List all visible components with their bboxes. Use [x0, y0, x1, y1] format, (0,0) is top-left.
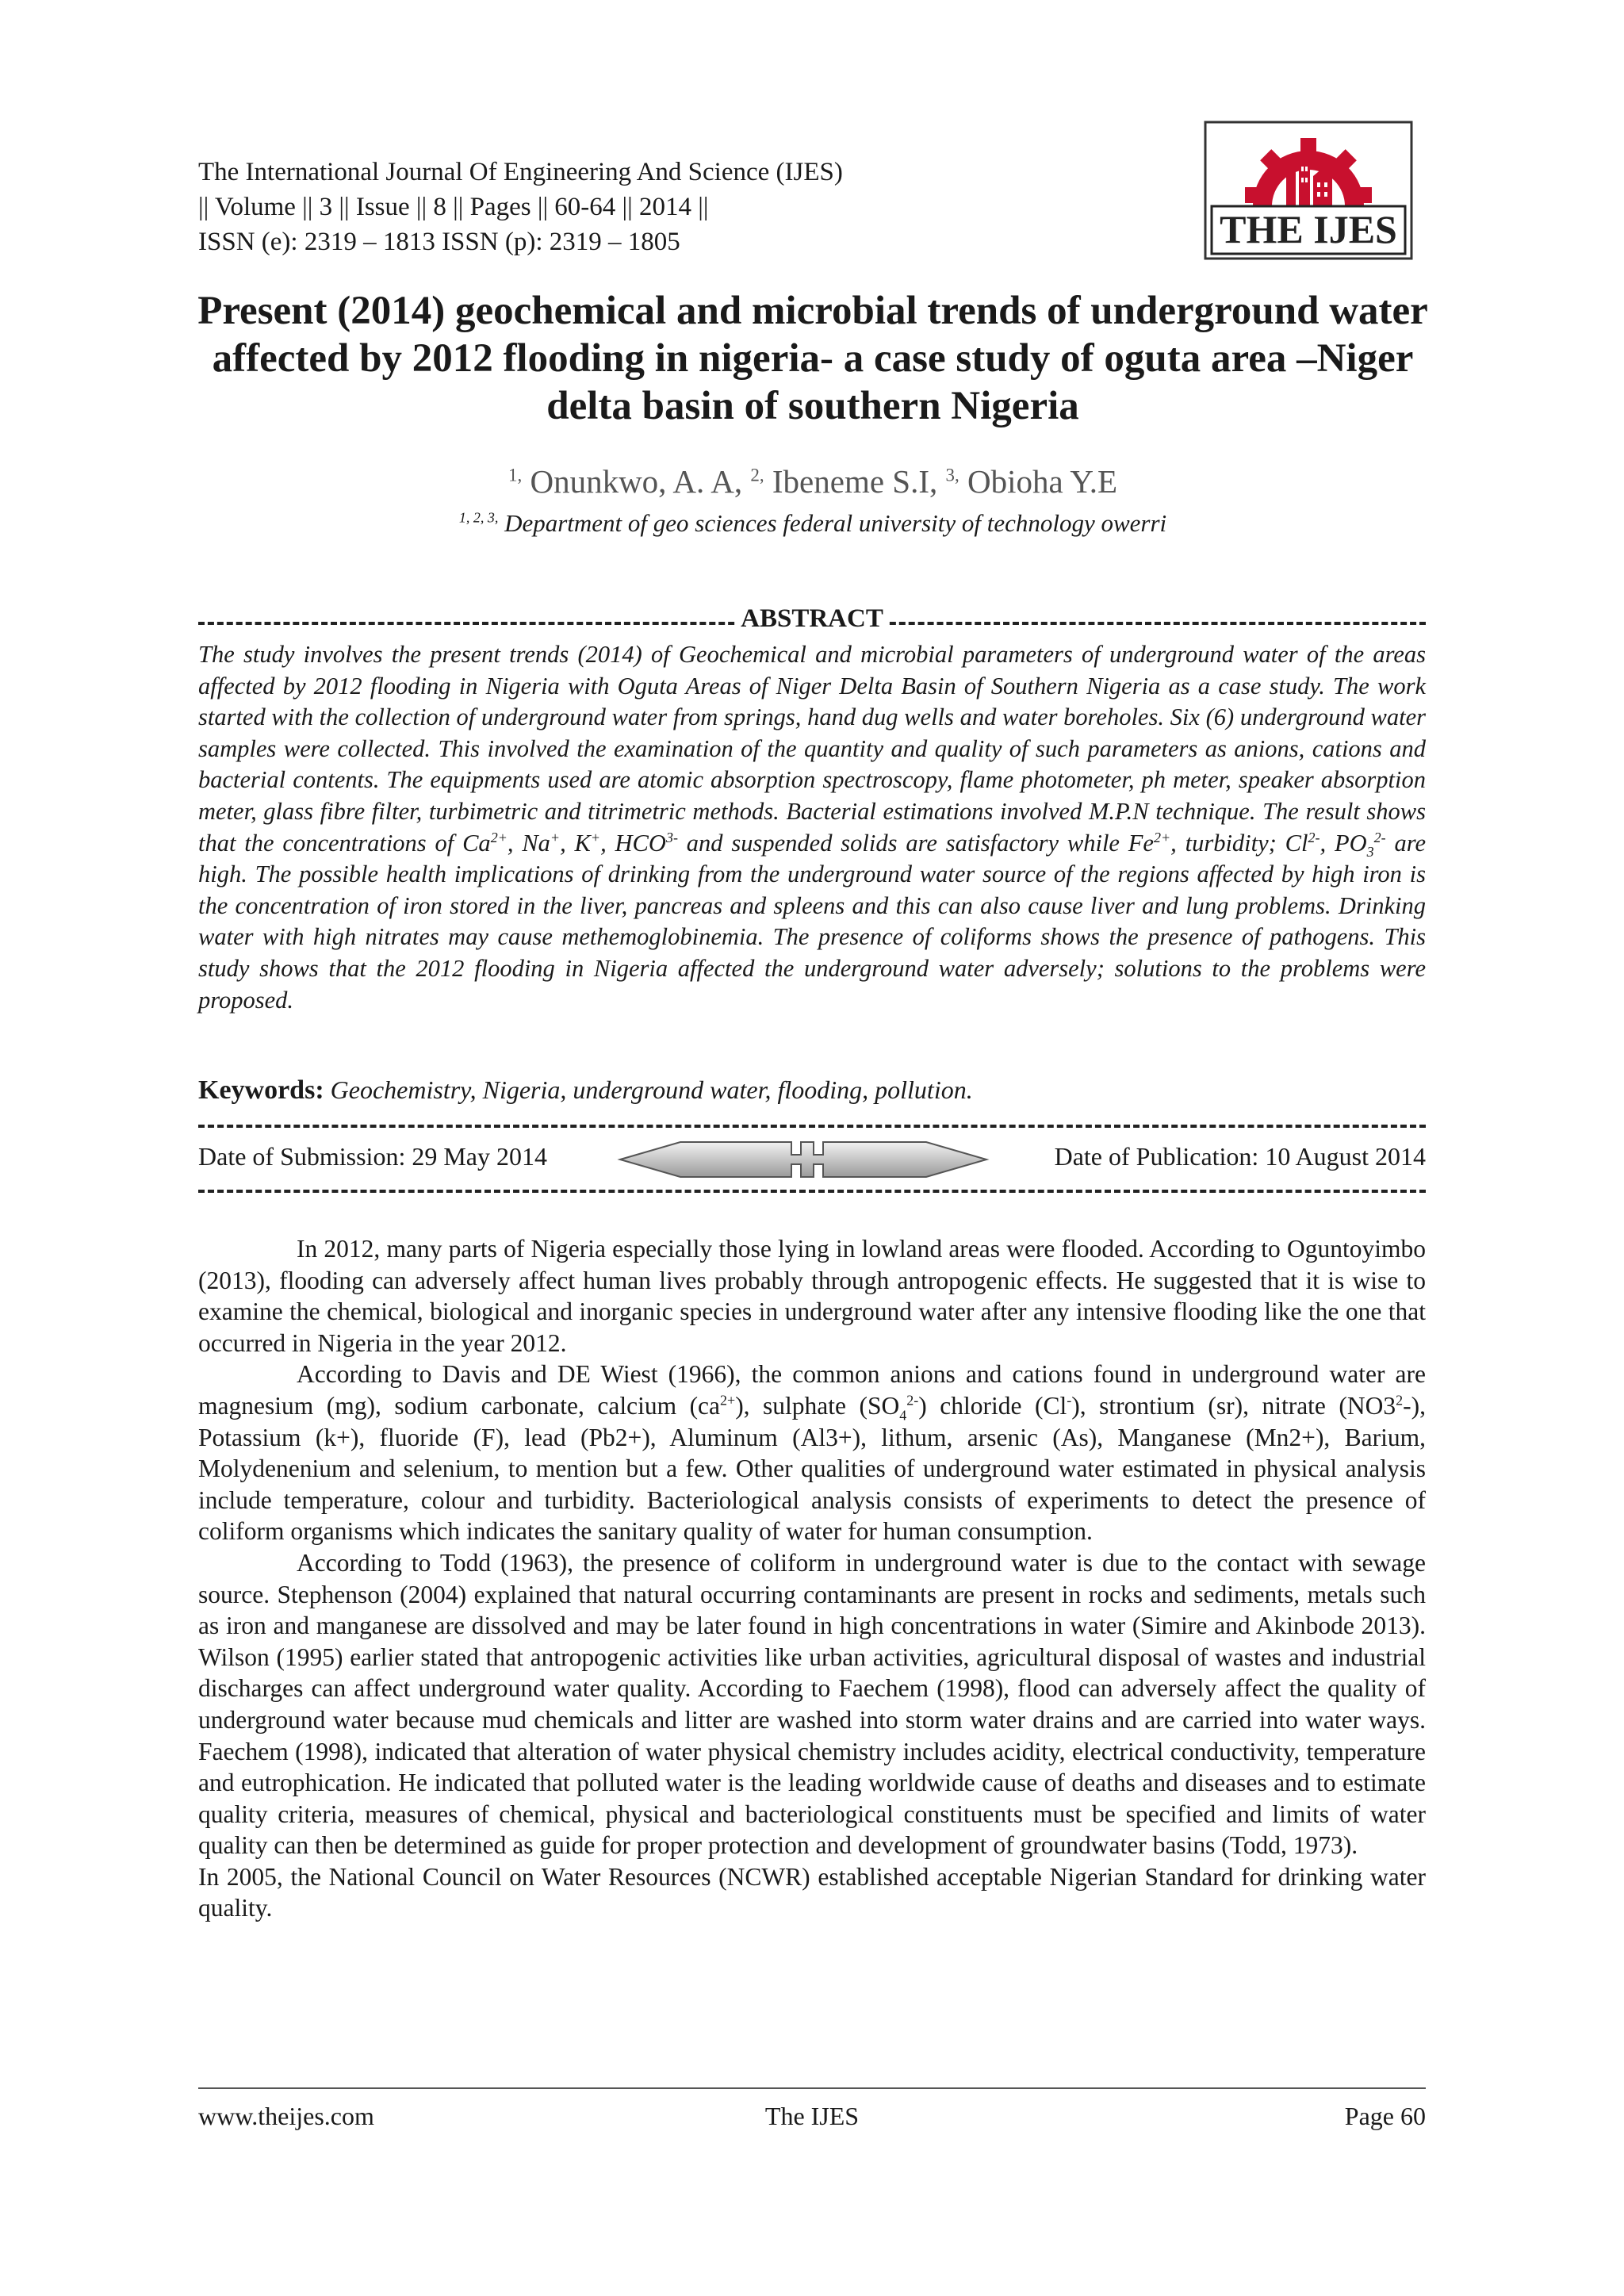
ijes-logo — [1204, 121, 1413, 260]
paragraph-3: According to Todd (1963), the presence of coliform in underground water is due to the contact with sewage source. Stephenson (2004) explained that natural occurring contaminants are present in rocks and sediments, metals such as iron and manganese are dissolved and may be later found in high concentrations in water (Simire and Akinbode 2013). Wilson (1995) earlier stated that antropogenic activities like urban activities, agricultural disposal of wastes and industrial discharges can affect underground water quality. According to Faechem (1998), flood can adversely affect the quality of underground water because mud chemicals and litter are washed into storm water drains and are carried into water ways. Faechem (1998), indicated that alteration of water physical chemistry includes acidity, electrical conductivity, temperature and eutrophication. He indicated that polluted water is the leading worldwide cause of deaths and diseases and to estimate quality criteria, measures of chemical, physical and bacteriological constituents must be specified and limits of water quality can then be determined as guide for proper protection and development of groundwater basins (Todd, 1973). — [198, 1548, 1426, 1860]
journal-header — [198, 155, 1150, 259]
volume-line: || Volume || 3 || Issue || 8 || Pages || 60-64 || 2014 || — [198, 193, 709, 221]
affiliation-text: Department of geo sciences federal university of technology owerri — [504, 509, 1167, 537]
paragraph-1: In 2012, many parts of Nigeria especially those lying in lowland areas were flooded. According to Oguntoyimbo (2013), flooding can adversely affect human lives probably through antropogenic effects. He suggested that it is wise to examine the chemical, biological and inorganic species in underground water after any intensive flooding like the one that occurred in Nigeria in the year 2012. — [198, 1235, 1426, 1357]
affiliation — [182, 509, 1443, 538]
author-2-index: 2, — [750, 465, 764, 485]
abstract-text: The study involves the present trends (2014) of Geochemical and microbial parameters of underground water of the areas affected by 2012 flooding in Nigeria with Oguta Areas of Niger Delta Basin of Southern Nigeria as a case study. The work started with the collection of underground water from springs, hand dug wells and water boreholes. Six (6) underground water samples were collected. This involved the examination of the quantity and quality of such parameters as anions, cations and bacterial contents. The equipments used are atomic absorption spectroscopy, flame photometer, ph meter, speaker absorption meter, glass fibre filter, turbimetric and titrimetric methods. Bacterial estimations involved M.P.N technique. The result shows that the concentrations of $Ca^{2+}$, Na+, K+, $HCO^{3-}$ and suspended solids are satisfactory while $Fe^{2+}$, turbidity; $Cl^{2-}$, $PO_3^{2-}$ are high. The possible health implications of drinking from the underground water source of the regions affected by high iron is the concentration of iron stored in the liver, pancreas and spleens and this can also cause liver and lung problems. Drinking water with high nitrates may cause methemoglobinemia. The presence of coliforms shows the presence of pathogens. This study shows that the 2012 flooding in Nigeria affected the underground water adversely; solutions to the problems were proposed. — [198, 641, 1426, 1014]
keywords-text: Geochemistry, Nigeria, underground water, flooding, pollution. — [330, 1075, 973, 1104]
abstract-heading-row — [198, 603, 1426, 634]
dash-rule-bottom — [198, 1190, 1426, 1193]
author-list — [182, 462, 1443, 500]
dash-rule-top — [198, 1125, 1426, 1128]
affiliation-index: 1, 2, 3, — [458, 509, 499, 526]
page-footer — [198, 2102, 1426, 2137]
footer-website[interactable]: www.theijes.com — [198, 2102, 374, 2130]
logo-text: THE IJES — [1220, 207, 1397, 251]
author-3-name: Obioha Y.E — [967, 463, 1118, 500]
paper-title: Present (2014) geochemical and microbial trends of underground water affected by 2012 flooding in nigeria- a case study of oguta area –Niger delta basin of southern Nigeria — [197, 289, 1428, 428]
paragraph-2: According to Davis and DE Wiest (1966), the common anions and cations found in underground water are magnesium (mg), sodium carbonate, calcium $(ca^{2+})$, sulphate $(SO_4^{2-})$ chloride (Cl-), strontium (sr), nitrate $(NO3^2-)$, Potassium (k+), fluoride (F), lead (Pb2+), Aluminum (Al3+), lithum, arsenic (As), Manganese (Mn2+), Barium, Molydenenium and selenium, to mention but a few. Other qualities of underground water estimated in physical analysis include temperature, colour and turbidity. Bacteriological analysis consists of experiments to detect the presence of coliform organisms which indicates the sanitary quality of water for human consumption. — [198, 1360, 1426, 1546]
keywords-label: Keywords: — [198, 1075, 324, 1105]
author-1-name: Onunkwo, A. A, — [530, 463, 743, 500]
page-number: Page 60 — [1344, 2102, 1426, 2130]
author-1-index: 1, — [508, 465, 523, 485]
double-arrow-icon — [617, 1136, 990, 1183]
dates-row — [198, 1142, 1426, 1177]
footer-journal: The IJES — [764, 2102, 860, 2130]
paragraph-4: In 2005, the National Council on Water Resources (NCWR) established acceptable Nigerian Standard for drinking water quality. — [198, 1862, 1426, 1922]
body-text — [198, 1233, 1426, 1924]
author-3-index: 3, — [945, 465, 959, 485]
abstract-heading: ABSTRACT — [737, 604, 887, 633]
ijes-logo-icon — [1204, 121, 1413, 260]
footer-rule — [198, 2087, 1426, 2089]
publication-date: Date of Publication: 10 August 2014 — [1054, 1142, 1426, 1171]
submission-date: Date of Submission: 29 May 2014 — [198, 1142, 547, 1171]
keywords — [198, 1075, 1426, 1106]
journal-name: The International Journal Of Engineering And Science (IJES) — [198, 158, 843, 186]
author-2-name: Ibeneme S.I, — [772, 463, 938, 500]
issn-line: ISSN (e): 2319 – 1813 ISSN (p): 2319 – 1805 — [198, 228, 680, 256]
